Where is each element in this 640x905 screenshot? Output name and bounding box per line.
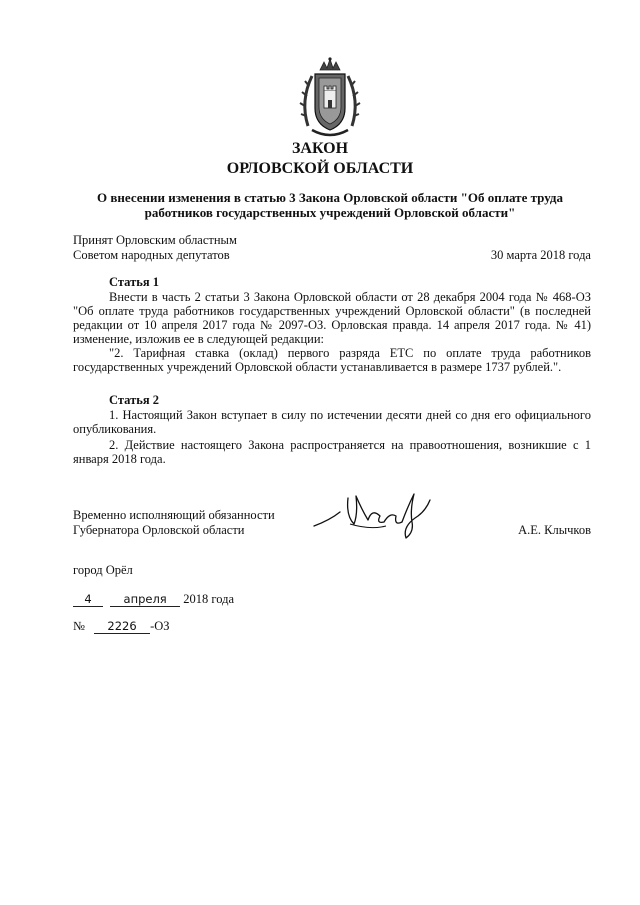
subtitle-line-1: О внесении изменения в статью 3 Закона Орловской области "Об оплате труда (97, 190, 563, 205)
adoption-date: 30 марта 2018 года (490, 248, 591, 262)
adoption-line-2: Советом народных депутатов (73, 248, 230, 262)
article-1-paragraph-2 (73, 346, 591, 374)
handwritten-signature (310, 486, 435, 548)
city: город Орёл (73, 563, 133, 577)
number-sign: № (73, 619, 85, 633)
adoption-line-1: Принят Орловским областным (73, 233, 237, 247)
coat-of-arms-emblem (298, 56, 362, 142)
region-title: ОРЛОВСКОЙ ОБЛАСТИ (226, 160, 414, 177)
signatory-position-line-1: Временно исполняющий обязанности (73, 508, 275, 522)
article-1-paragraph-1-text: Внести в часть 2 статьи 3 Закона Орловской области от 28 декабря 2004 года № 468-ОЗ "Об оплате труда работников государственных учреждений Орловской области" (в последней редакции от 10 апреля 2017 года № 2097-ОЗ. Орловская правда. 14 апреля 2017 года. № 41) изменение, изложив ее в следующей редакции: (73, 290, 591, 346)
law-number-value: 2226 (94, 619, 150, 634)
article-1-paragraph-1 (73, 290, 591, 346)
law-number (73, 619, 170, 634)
article-2-paragraph-2-text: 2. Действие настоящего Закона распространяется на правоотношения, возникшие с 1 января 2018 года. (73, 438, 591, 466)
date-day: 4 (73, 592, 103, 607)
article-2-heading: Статья 2 (109, 393, 159, 407)
article-2-paragraph-1-text: 1. Настоящий Закон вступает в силу по истечении десяти дней со дня его официального опубликования. (73, 408, 591, 436)
law-title: ЗАКОН (291, 140, 349, 157)
law-subtitle (80, 190, 580, 220)
article-2-paragraph-2 (73, 438, 591, 466)
signing-date (73, 592, 234, 607)
date-month: апреля (110, 592, 180, 607)
number-suffix: -ОЗ (150, 619, 170, 633)
subtitle-line-2: работников государственных учреждений Орловской области" (144, 205, 516, 220)
article-1-heading: Статья 1 (109, 275, 159, 289)
signatory-name: А.Е. Клычков (518, 523, 591, 537)
signatory-position-line-2: Губернатора Орловской области (73, 523, 245, 537)
article-2-paragraph-1 (73, 408, 591, 436)
article-1-paragraph-2-text: "2. Тарифная ставка (оклад) первого разряда ЕТС по оплате труда работников государственных учреждений Орловской области устанавливается в размере 1737 рублей.". (73, 346, 591, 374)
date-year: 2018 года (183, 592, 234, 606)
